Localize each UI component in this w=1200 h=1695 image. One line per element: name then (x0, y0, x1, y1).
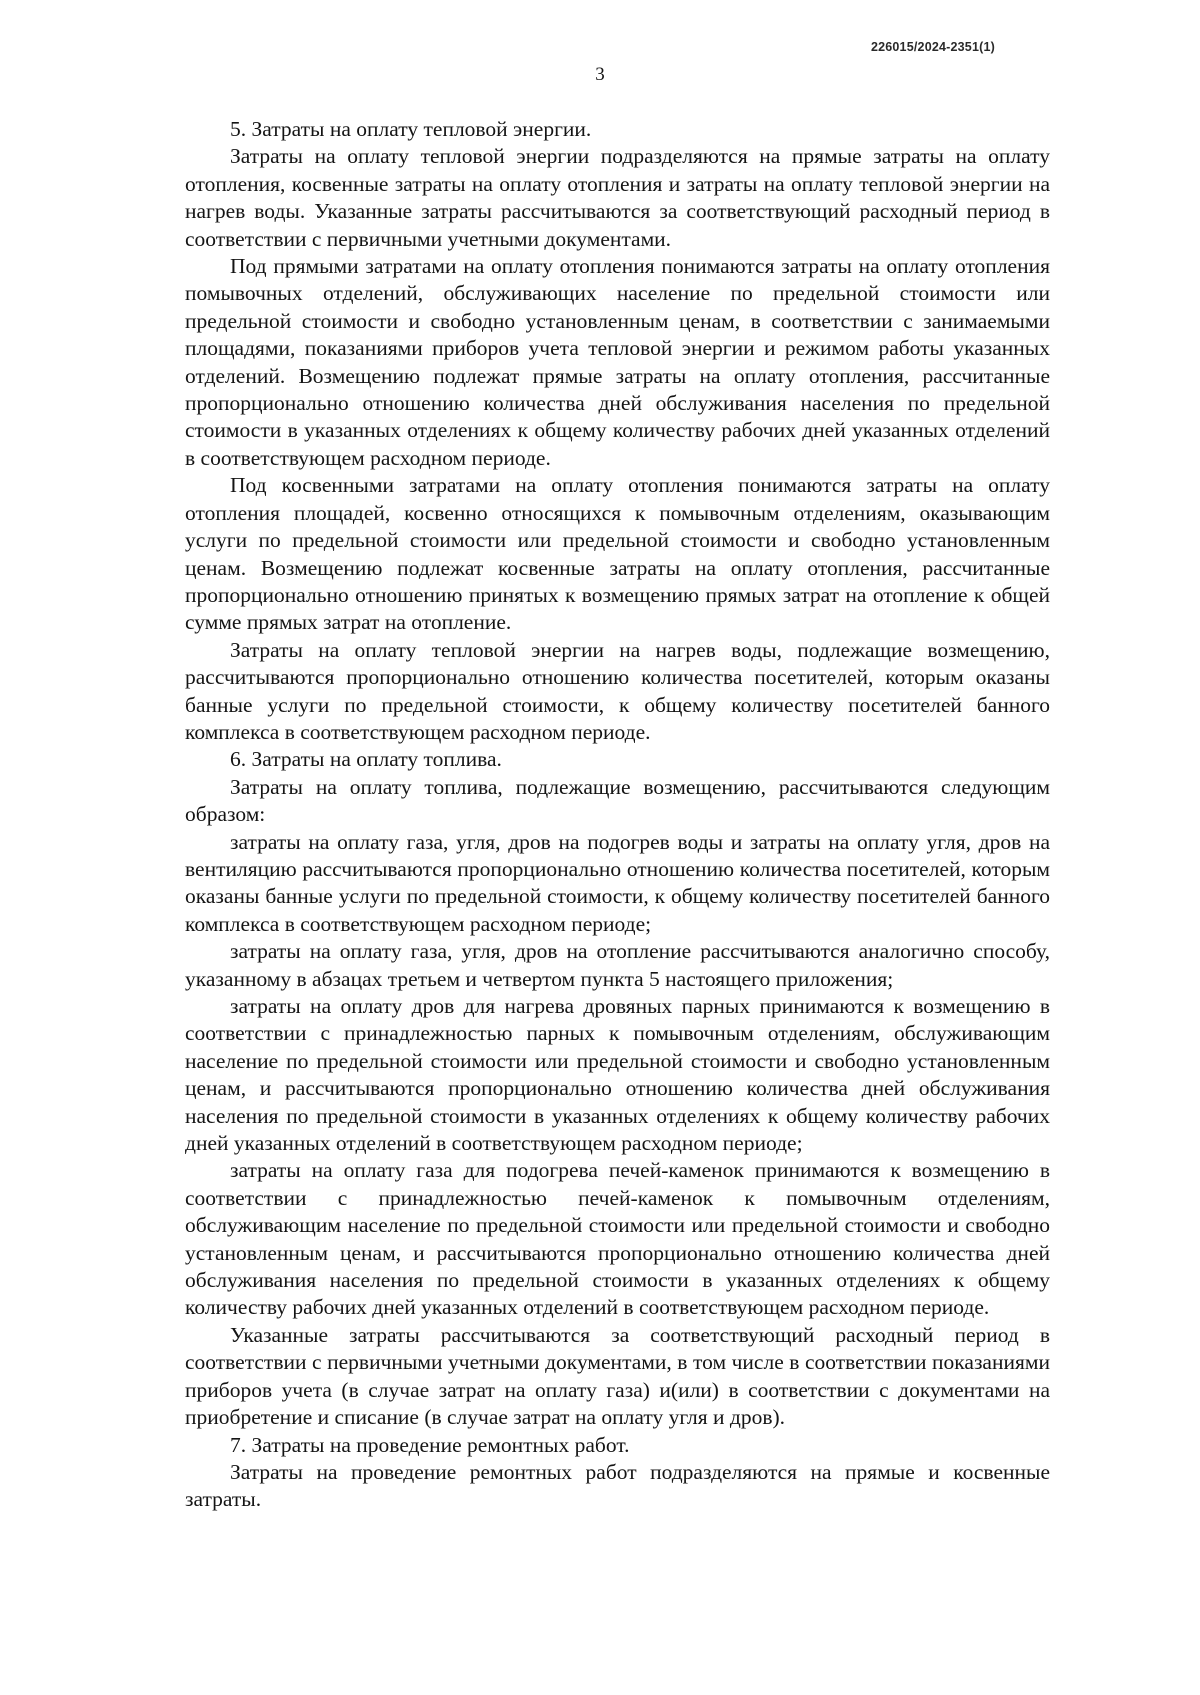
paragraph: Затраты на оплату тепловой энергии подразделяются на прямые затраты на оплату отопления, косвенные затраты на оплату отопления и затраты на оплату тепловой энергии на нагрев воды. Указанные затраты рассчитываются за соответствующий расходный период в соответствии с первичными учетными документами. (185, 144, 1050, 251)
paragraph: затраты на оплату газа для подогрева печей-каменок принимаются к возмещению в соответствии с принадлежностью печей-каменок к помывочным отделениям, обслуживающим население по предельной стоимости или предельной стоимости и свободно установленным ценам, и рассчитываются пропорционально отношению количества дней обслуживания населения по предельной стоимости в указанных отделениях к общему количеству рабочих дней указанных отделений в соответствующем расходном периоде. (185, 1158, 1050, 1320)
section-heading-5: 5. Затраты на оплату тепловой энергии. (230, 117, 592, 141)
paragraph: затраты на оплату дров для нагрева дровяных парных принимаются к возмещению в соответствии с принадлежностью парных к помывочным отделениям, обслуживающим население по предельной стоимости или предельной стоимости и свободно установленным ценам, и рассчитываются пропорционально отношению количества дней обслуживания населения по предельной стоимости в указанных отделениях к общему количеству рабочих дней указанных отделений в соответствующем расходном периоде; (185, 994, 1050, 1156)
paragraph: затраты на оплату газа, угля, дров на отопление рассчитываются аналогично способу, указанному в абзацах третьем и четвертом пункта 5 настоящего приложения; (185, 939, 1050, 991)
section-heading-6: 6. Затраты на оплату топлива. (230, 747, 502, 772)
paragraph: Затраты на оплату топлива, подлежащие возмещению, рассчитываются следующим образом: (185, 774, 1050, 827)
section-heading-7: 7. Затраты на проведение ремонтных работ. (230, 1432, 630, 1457)
paragraph: Под прямыми затратами на оплату отопления понимаются затраты на оплату отопления помывочных отделений, обслуживающих население по предельной стоимости или предельной стоимости и свободно установленным ценам, в соответствии с занимаемыми площадями, показаниями приборов учета тепловой энергии и режимом работы указанных отделений. Возмещению подлежат прямые затраты на оплату отопления, рассчитанные пропорционально отношению количества дней обслуживания населения по предельной стоимости в указанных отделениях к общему количеству рабочих дней указанных отделений в соответствующем расходном периоде. (185, 254, 1050, 470)
page-number: 3 (595, 64, 605, 85)
paragraph: Указанные затраты рассчитываются за соответствующий расходный период в соответствии с первичными учетными документами, в том числе в соответствии показаниями приборов учета (в случае затрат на оплату газа) и(или) в соответствии с документами на приобретение и списание (в случае затрат на оплату угля и дров). (185, 1322, 1050, 1430)
paragraph: Затраты на проведение ремонтных работ подразделяются на прямые и косвенные затраты. (185, 1459, 1050, 1512)
document-registration-number: 226015/2024-2351(1) (870, 40, 995, 54)
paragraph: затраты на оплату газа, угля, дров на подогрев воды и затраты на оплату угля, дров на вентиляцию рассчитываются пропорционально отношению количества посетителей, которым оказаны банные услуги по предельной стоимости, к общему количеству посетителей банного комплекса в соответствующем расходном периоде; (185, 829, 1050, 936)
paragraph: Под косвенными затратами на оплату отопления понимаются затраты на оплату отопления площадей, косвенно относящихся к помывочным отделениям, оказывающим услуги по предельной стоимости или предельной стоимости и свободно установленным ценам. Возмещению подлежат косвенные затраты на оплату отопления, рассчитанные пропорционально отношению принятых к возмещению прямых затрат на отопление к общей сумме прямых затрат на отопление. (185, 473, 1050, 635)
paragraph: Затраты на оплату тепловой энергии на нагрев воды, подлежащие возмещению, рассчитываются пропорционально отношению количества посетителей, которым оказаны банные услуги по предельной стоимости, к общему количеству посетителей банного комплекса в соответствующем расходном периоде. (185, 637, 1050, 744)
document-body (185, 116, 1050, 1514)
